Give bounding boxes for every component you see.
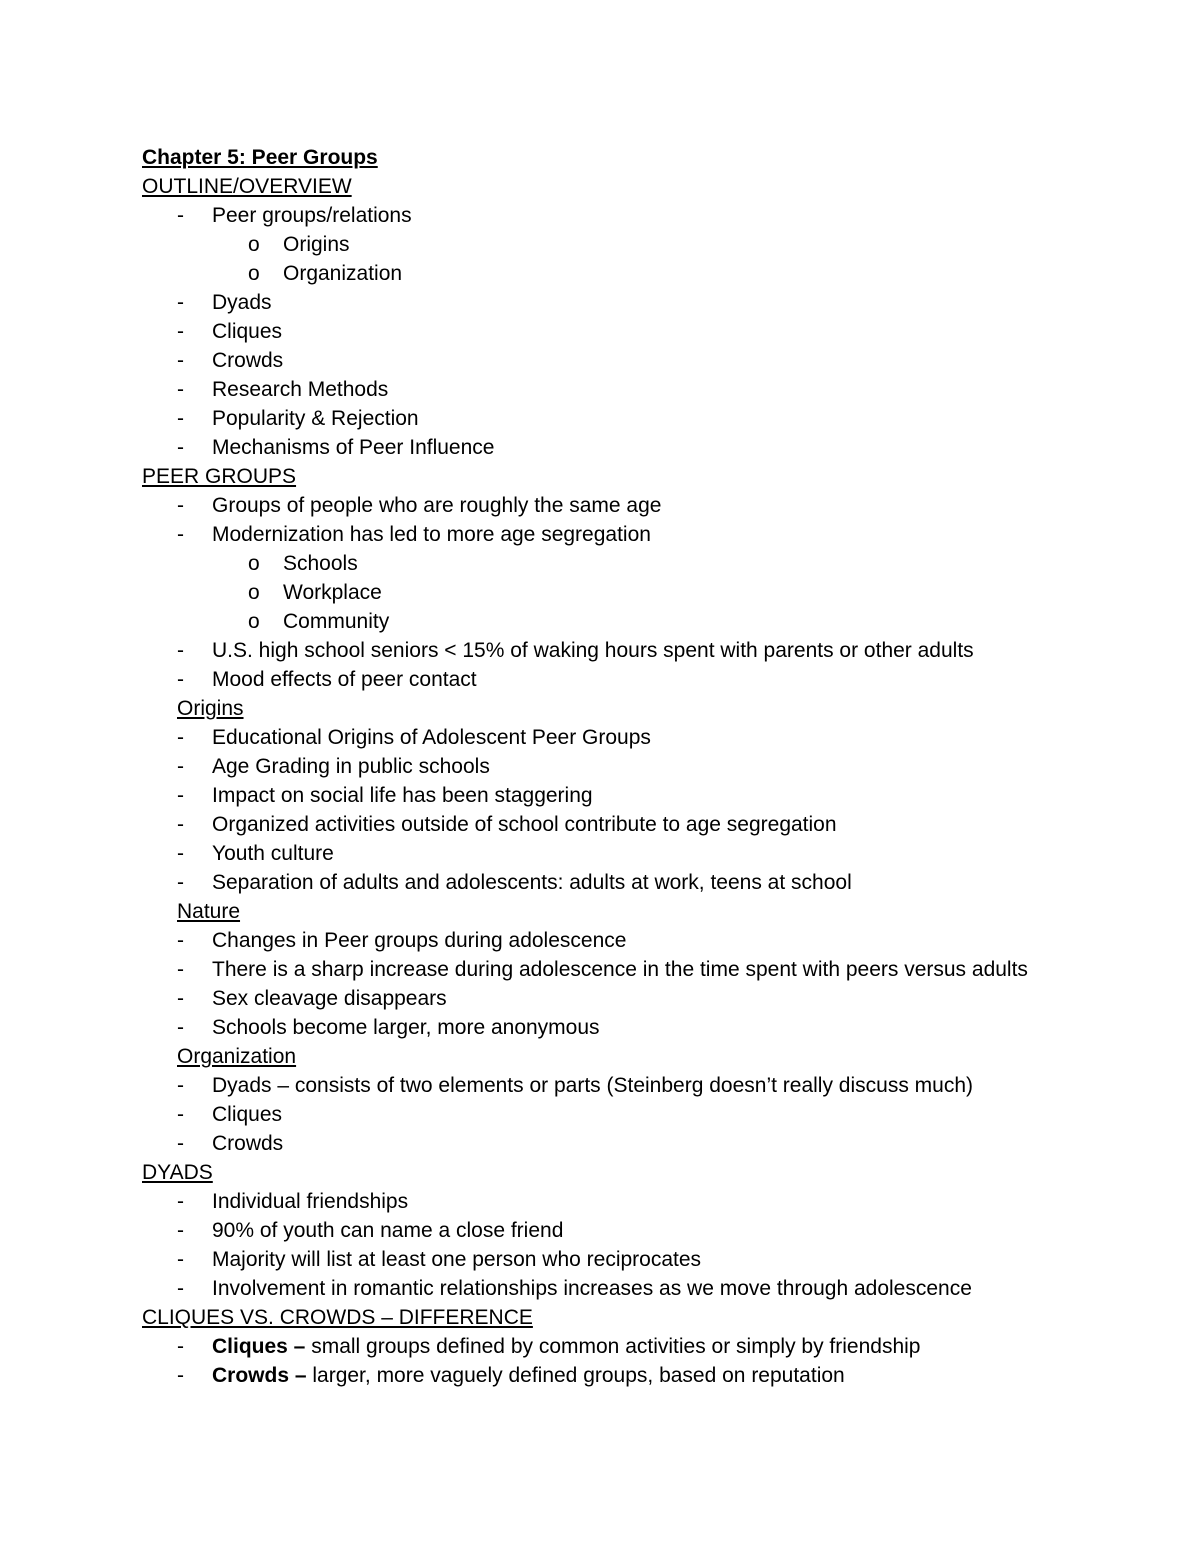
list-item: [142, 404, 1142, 433]
page-title: Chapter 5: Peer Groups: [142, 146, 378, 169]
term-label: Cliques –: [212, 1335, 306, 1358]
dash-bullet: -: [177, 813, 184, 836]
section-heading: PEER GROUPS: [142, 465, 297, 488]
dash-bullet: -: [177, 929, 184, 952]
list-item: [142, 1013, 1142, 1042]
list-item-text: There is a sharp increase during adolescence in the time spent with peers versus adults: [212, 958, 1028, 981]
document-body: [142, 143, 1142, 1390]
dash-bullet: -: [177, 378, 184, 401]
subsection-heading: Nature: [177, 900, 241, 923]
circle-bullet: o: [248, 610, 260, 633]
sub-list-item: [142, 578, 1142, 607]
section-heading: DYADS: [142, 1161, 213, 1184]
sub-list-item-text: Community: [283, 610, 390, 633]
list-item: [142, 201, 1142, 230]
list-item-text: Age Grading in public schools: [212, 755, 490, 778]
sub-list-item: [142, 230, 1142, 259]
list-item-text: Youth culture: [212, 842, 334, 865]
list-item-text: Individual friendships: [212, 1190, 409, 1213]
circle-bullet: o: [248, 581, 260, 604]
dash-bullet: -: [177, 755, 184, 778]
list-item-text: larger, more vaguely defined groups, based on reputation: [306, 1364, 845, 1387]
dash-bullet: -: [177, 1074, 184, 1097]
list-item-text: Cliques: [212, 1103, 283, 1126]
sub-list-item-text: Schools: [283, 552, 358, 575]
dash-bullet: -: [177, 1277, 184, 1300]
list-item-text: Groups of people who are roughly the same age: [212, 494, 662, 517]
list-item: [142, 317, 1142, 346]
list-item: [142, 636, 1142, 665]
list-item-text: Crowds: [212, 1132, 284, 1155]
dash-bullet: -: [177, 871, 184, 894]
list-item: [142, 1100, 1142, 1129]
list-item: [142, 1129, 1142, 1158]
list-item: [142, 926, 1142, 955]
dash-bullet: -: [177, 291, 184, 314]
list-item: [142, 781, 1142, 810]
dash-bullet: -: [177, 1190, 184, 1213]
list-item-text: Peer groups/relations: [212, 204, 412, 227]
dash-bullet: -: [177, 987, 184, 1010]
list-item: [142, 433, 1142, 462]
dash-bullet: -: [177, 639, 184, 662]
list-item-text: Majority will list at least one person who reciprocates: [212, 1248, 702, 1271]
list-item-text: Mechanisms of Peer Influence: [212, 436, 495, 459]
dash-bullet: -: [177, 204, 184, 227]
list-item-text: Changes in Peer groups during adolescence: [212, 929, 627, 952]
list-item-text: Sex cleavage disappears: [212, 987, 447, 1010]
list-item: [142, 1216, 1142, 1245]
circle-bullet: o: [248, 262, 260, 285]
sub-list-item-text: Workplace: [283, 581, 382, 604]
list-item: [142, 839, 1142, 868]
list-item: [142, 955, 1142, 984]
list-item: [142, 1274, 1142, 1303]
list-item: [142, 723, 1142, 752]
list-item: [142, 375, 1142, 404]
list-item-text: Organized activities outside of school contribute to age segregation: [212, 813, 837, 836]
dash-bullet: -: [177, 842, 184, 865]
list-item-text: Dyads – consists of two elements or parts (Steinberg doesn’t really discuss much): [212, 1074, 973, 1097]
dash-bullet: -: [177, 436, 184, 459]
list-item-text: small groups defined by common activities or simply by friendship: [305, 1335, 921, 1358]
list-item: [142, 1245, 1142, 1274]
dash-bullet: -: [177, 1219, 184, 1242]
list-item-text: U.S. high school seniors < 15% of waking hours spent with parents or other adults: [212, 639, 974, 662]
list-item-text: Modernization has led to more age segregation: [212, 523, 651, 546]
list-item-text: Schools become larger, more anonymous: [212, 1016, 600, 1039]
dash-bullet: -: [177, 726, 184, 749]
sub-list-item: [142, 549, 1142, 578]
term-label: Crowds –: [212, 1364, 307, 1387]
list-item: [142, 520, 1142, 549]
dash-bullet: -: [177, 1016, 184, 1039]
list-item: [142, 868, 1142, 897]
list-item: [142, 665, 1142, 694]
list-item-text: Separation of adults and adolescents: adults at work, teens at school: [212, 871, 852, 894]
dash-bullet: -: [177, 1103, 184, 1126]
list-item-text: Dyads: [212, 291, 272, 314]
dash-bullet: -: [177, 958, 184, 981]
dash-bullet: -: [177, 407, 184, 430]
list-item: [142, 1187, 1142, 1216]
list-item-text: 90% of youth can name a close friend: [212, 1219, 564, 1242]
list-item-text: Mood effects of peer contact: [212, 668, 477, 691]
dash-bullet: -: [177, 1364, 184, 1387]
dash-bullet: -: [177, 1132, 184, 1155]
dash-bullet: -: [177, 349, 184, 372]
sub-list-item-text: Origins: [283, 233, 350, 256]
sub-list-item-text: Organization: [283, 262, 403, 285]
list-item-text: Educational Origins of Adolescent Peer Groups: [212, 726, 651, 749]
section-heading: CLIQUES VS. CROWDS – DIFFERENCE: [142, 1306, 533, 1329]
list-item: [142, 491, 1142, 520]
dash-bullet: -: [177, 668, 184, 691]
subsection-heading: Origins: [177, 697, 244, 720]
dash-bullet: -: [177, 784, 184, 807]
list-item: [142, 1361, 1142, 1390]
section-heading: OUTLINE/OVERVIEW: [142, 175, 352, 198]
list-item: [142, 1332, 1142, 1361]
list-item-text: Impact on social life has been staggering: [212, 784, 593, 807]
list-item-text: Crowds: [212, 349, 284, 372]
list-item-text: Involvement in romantic relationships increases as we move through adolescence: [212, 1277, 972, 1300]
circle-bullet: o: [248, 233, 260, 256]
list-item: [142, 752, 1142, 781]
list-item: [142, 984, 1142, 1013]
subsection-heading: Organization: [177, 1045, 297, 1068]
circle-bullet: o: [248, 552, 260, 575]
dash-bullet: -: [177, 523, 184, 546]
list-item-text: Cliques: [212, 320, 283, 343]
list-item: [142, 1071, 1142, 1100]
list-item: [142, 288, 1142, 317]
dash-bullet: -: [177, 1248, 184, 1271]
dash-bullet: -: [177, 494, 184, 517]
dash-bullet: -: [177, 1335, 184, 1358]
sub-list-item: [142, 259, 1142, 288]
sub-list-item: [142, 607, 1142, 636]
list-item: [142, 810, 1142, 839]
list-item: [142, 346, 1142, 375]
dash-bullet: -: [177, 320, 184, 343]
list-item-text: Popularity & Rejection: [212, 407, 419, 430]
list-item-text: Research Methods: [212, 378, 389, 401]
